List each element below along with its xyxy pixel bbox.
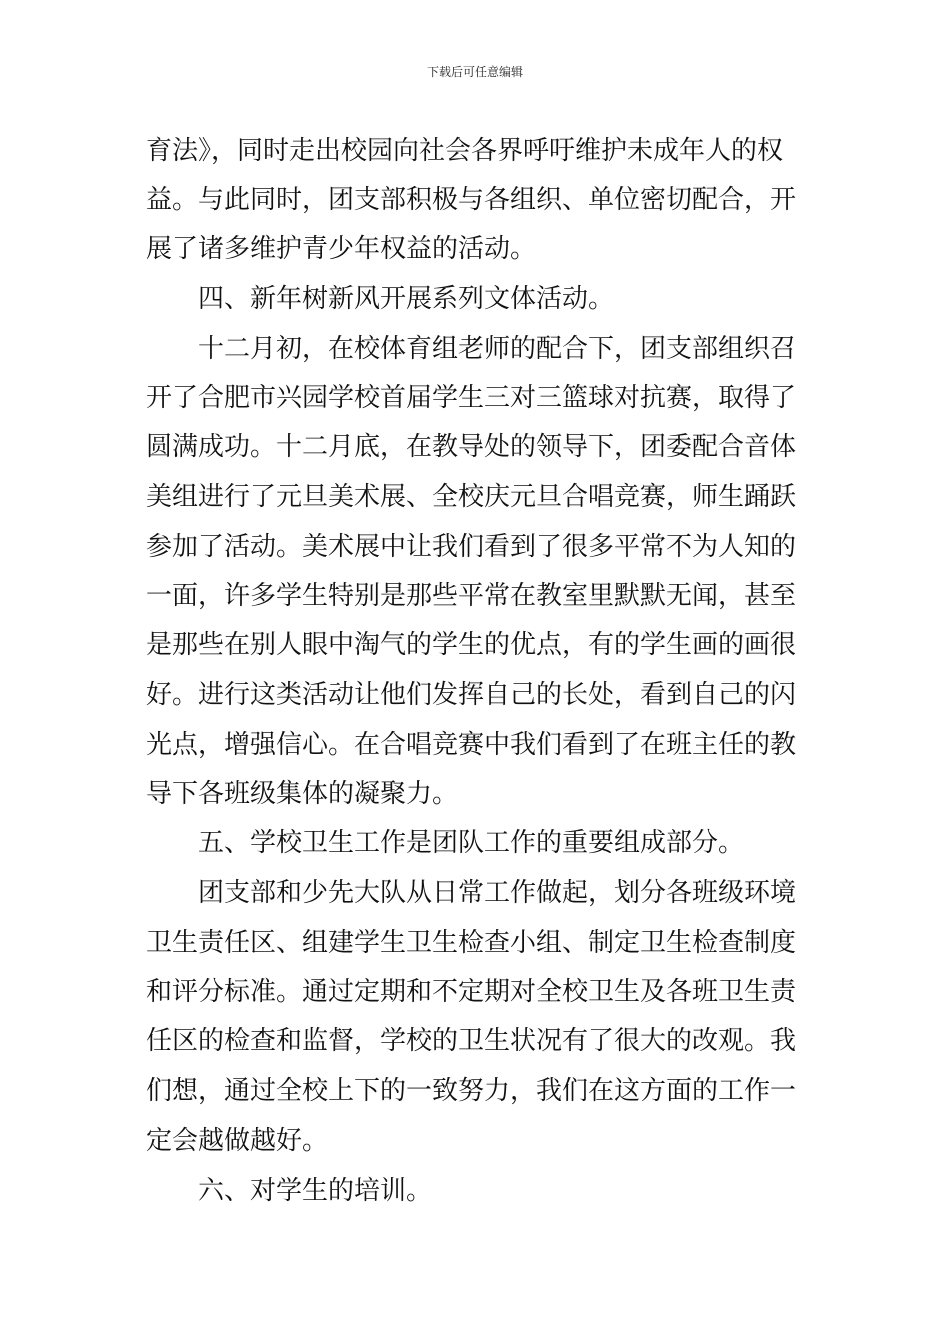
section-heading: 四、新年树新风开展系列文体活动。 xyxy=(198,284,615,314)
page-header: 下载后可任意编辑 xyxy=(426,65,523,79)
section-heading: 五、学校卫生工作是团队工作的重要组成部分。 xyxy=(198,828,745,858)
paragraph-line: 任区的检查和监督，学校的卫生状况有了很大的改观。我 xyxy=(146,1026,797,1056)
paragraph-line: 益。与此同时，团支部积极与各组织、单位密切配合，开 xyxy=(146,185,797,215)
paragraph-line: 开了合肥市兴园学校首届学生三对三篮球对抗赛，取得了 xyxy=(146,383,797,413)
paragraph-line: 美组进行了元旦美术展、全校庆元旦合唱竞赛，师生踊跃 xyxy=(146,482,797,512)
paragraph-line: 展了诸多维护青少年权益的活动。 xyxy=(146,234,537,264)
paragraph-line: 参加了活动。美术展中让我们看到了很多平常不为人知的 xyxy=(146,532,797,562)
paragraph-line: 们想，通过全校上下的一致努力，我们在这方面的工作一 xyxy=(146,1076,797,1106)
paragraph-line: 一面，许多学生特别是那些平常在教室里默默无闻，甚至 xyxy=(146,581,797,611)
paragraph-line: 育法》，同时走出校园向社会各界呼吁维护未成年人的权 xyxy=(146,136,784,166)
paragraph-line: 团支部和少先大队从日常工作做起，划分各班级环境 xyxy=(198,878,797,908)
paragraph-line: 定会越做越好。 xyxy=(146,1126,329,1156)
paragraph-line: 好。进行这类活动让他们发挥自己的长处，看到自己的闪 xyxy=(146,680,797,710)
paragraph-line: 圆满成功。十二月底，在教导处的领导下，团委配合音体 xyxy=(146,432,797,462)
paragraph-line: 导下各班级集体的凝聚力。 xyxy=(146,779,459,809)
paragraph-line: 光点，增强信心。在合唱竞赛中我们看到了在班主任的教 xyxy=(146,730,797,760)
paragraph-line: 是那些在别人眼中淘气的学生的优点，有的学生画的画很 xyxy=(146,630,797,660)
paragraph-line: 卫生责任区、组建学生卫生检查小组、制定卫生检查制度 xyxy=(146,928,797,958)
section-heading: 六、对学生的培训。 xyxy=(198,1176,433,1206)
paragraph-line: 和评分标准。通过定期和不定期对全校卫生及各班卫生责 xyxy=(146,977,797,1007)
paragraph-line: 十二月初，在校体育组老师的配合下，团支部组织召 xyxy=(198,334,797,364)
